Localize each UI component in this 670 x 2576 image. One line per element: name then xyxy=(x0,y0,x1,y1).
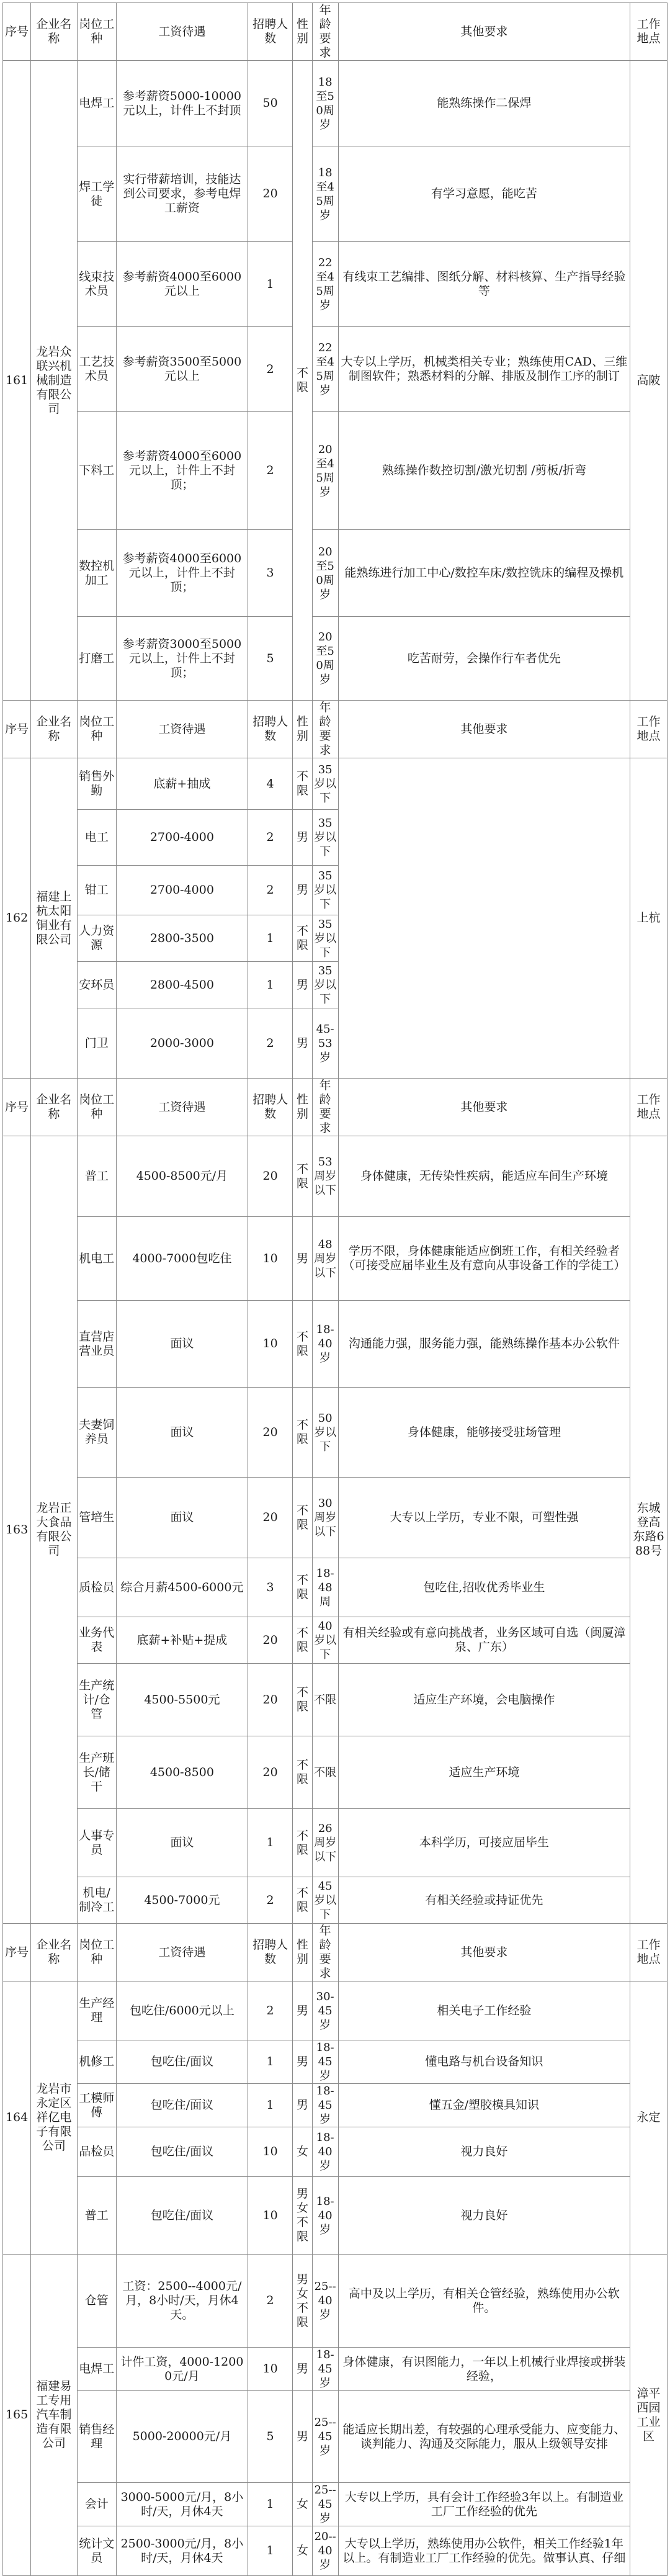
job-gender: 不限 xyxy=(293,1877,313,1924)
job-age: 18-40岁 xyxy=(312,2177,338,2255)
job-position: 下料工 xyxy=(77,412,116,530)
job-other-requirements: 适应生产环境 xyxy=(338,1736,630,1809)
job-position: 工艺技术员 xyxy=(77,327,116,412)
job-other-requirements: 能适应长期出差，有较强的心理承受能力、应变能力、谈判能力、沟通及交际能力，服从上级领导安排 xyxy=(338,2391,630,2483)
job-position: 电工 xyxy=(77,810,116,866)
job-headcount: 10 xyxy=(248,2127,292,2177)
job-position: 销售外勤 xyxy=(77,758,116,810)
job-age: 18-48周 xyxy=(312,1558,338,1617)
job-other-requirements: 懂五金/塑胶模具知识 xyxy=(338,2084,630,2127)
job-row xyxy=(3,617,668,701)
header-row xyxy=(3,3,668,61)
job-row xyxy=(3,2040,668,2084)
job-position: 会计 xyxy=(77,2483,116,2526)
job-salary: 参考薪资4000至6000元以上，计件上不封顶； xyxy=(116,530,248,617)
header-salary: 工资待遇 xyxy=(116,1924,248,1981)
job-headcount: 20 xyxy=(248,146,292,242)
job-other-requirements: 懂电路与机台设备知识 xyxy=(338,2040,630,2084)
job-headcount: 2 xyxy=(248,1008,292,1079)
job-other-requirements: 本科学历，可接应届毕生 xyxy=(338,1809,630,1877)
header-headcount: 招聘人数 xyxy=(248,701,292,758)
header-headcount: 招聘人数 xyxy=(248,1079,292,1136)
job-age: 40岁以下 xyxy=(312,1617,338,1664)
job-gender: 男女不限 xyxy=(293,2177,313,2255)
job-position: 管培生 xyxy=(77,1478,116,1558)
header-company: 企业名称 xyxy=(31,701,77,758)
job-age: 不限 xyxy=(312,1736,338,1809)
header-other: 其他要求 xyxy=(338,701,630,758)
job-headcount: 2 xyxy=(248,810,292,866)
job-position: 工模师傅 xyxy=(77,2084,116,2127)
job-row xyxy=(3,2348,668,2391)
job-position: 生产经理 xyxy=(77,1981,116,2040)
company-location: 永定 xyxy=(630,1981,668,2255)
job-age: 18至45周岁 xyxy=(312,146,338,242)
job-salary: 2500-3000元/月，8小时/天，月休4天 xyxy=(116,2526,248,2576)
job-row xyxy=(3,2526,668,2576)
job-position: 直营店营业员 xyxy=(77,1301,116,1388)
job-age: 18至50周岁 xyxy=(312,61,338,146)
job-row xyxy=(3,1664,668,1736)
job-other-requirements: 大专以上学历，具有会计工作经验3年以上。有制造业工厂工作经验的优先 xyxy=(338,2483,630,2526)
header-age: 年龄要求 xyxy=(312,3,338,61)
job-gender: 不限 xyxy=(293,1809,313,1877)
job-gender: 男 xyxy=(293,962,313,1008)
job-age: 18-45岁 xyxy=(312,2348,338,2391)
job-gender: 男 xyxy=(293,810,313,866)
job-gender: 男 xyxy=(293,2391,313,2483)
job-gender: 不限 xyxy=(293,1136,313,1217)
header-seq: 序号 xyxy=(3,1079,31,1136)
job-age: 35岁以下 xyxy=(312,866,338,915)
header-position: 岗位工种 xyxy=(77,3,116,61)
job-row xyxy=(3,2391,668,2483)
header-headcount: 招聘人数 xyxy=(248,1924,292,1981)
job-other-requirements: 有线束工艺编排、图纸分解、材料核算、生产指导经验等 xyxy=(338,242,630,327)
job-gender: 男 xyxy=(293,2084,313,2127)
job-age: 25--45岁 xyxy=(312,2483,338,2526)
job-position: 品检员 xyxy=(77,2127,116,2177)
header-row xyxy=(3,701,668,758)
job-row xyxy=(3,2483,668,2526)
company-location: 漳平西园工业区 xyxy=(630,2255,668,2576)
job-position: 线束技术员 xyxy=(77,242,116,327)
job-headcount: 10 xyxy=(248,2348,292,2391)
company-seq: 163 xyxy=(3,1136,31,1924)
job-gender: 女 xyxy=(293,2526,313,2576)
job-age: 35岁以下 xyxy=(312,758,338,810)
job-salary: 4500-8500 xyxy=(116,1736,248,1809)
job-age: 35岁以下 xyxy=(312,962,338,1008)
header-gender: 性别 xyxy=(293,1079,313,1136)
job-gender: 男 xyxy=(293,2348,313,2391)
job-gender: 不限 xyxy=(293,1736,313,1809)
job-position: 人力资源 xyxy=(77,915,116,962)
job-headcount: 1 xyxy=(248,915,292,962)
job-headcount: 20 xyxy=(248,1136,292,1217)
job-headcount: 20 xyxy=(248,1617,292,1664)
job-position: 电焊工 xyxy=(77,2348,116,2391)
job-row xyxy=(3,1981,668,2040)
job-age: 35岁以下 xyxy=(312,915,338,962)
job-gender: 男 xyxy=(293,866,313,915)
job-gender: 男女不限 xyxy=(293,2255,313,2348)
job-other-requirements: 熟练操作数控切割/激光切割 /剪板/折弯 xyxy=(338,412,630,530)
job-age: 45岁以下 xyxy=(312,1877,338,1924)
job-row xyxy=(3,1217,668,1301)
job-salary: 2800-4500 xyxy=(116,962,248,1008)
job-row xyxy=(3,242,668,327)
job-other-requirements: 视力良好 xyxy=(338,2127,630,2177)
job-row xyxy=(3,412,668,530)
job-position: 焊工学徒 xyxy=(77,146,116,242)
header-company: 企业名称 xyxy=(31,1079,77,1136)
job-position: 夫妻饲养员 xyxy=(77,1388,116,1478)
job-age: 22至45周岁 xyxy=(312,242,338,327)
job-other-requirements: 吃苦耐劳，会操作行车者优先 xyxy=(338,617,630,701)
job-headcount: 20 xyxy=(248,1478,292,1558)
job-gender: 不限 xyxy=(293,1664,313,1736)
job-headcount: 2 xyxy=(248,866,292,915)
job-gender: 女 xyxy=(293,2483,313,2526)
job-salary: 包吃住/面议 xyxy=(116,2040,248,2084)
job-other-requirements: 沟通能力强，服务能力强，能熟练操作基本办公软件 xyxy=(338,1301,630,1388)
job-other-requirements: 学历不限，身体健康能适应倒班工作，有相关经验者（可接受应届毕业生及有意向从事设备工作的学徒工） xyxy=(338,1217,630,1301)
company-location: 高陂 xyxy=(630,61,668,701)
job-age: 不限 xyxy=(312,1664,338,1736)
header-salary: 工资待遇 xyxy=(116,1079,248,1136)
company-seq: 165 xyxy=(3,2255,31,2576)
job-age: 35岁以下 xyxy=(312,810,338,866)
job-position: 人事专员 xyxy=(77,1809,116,1877)
job-headcount: 10 xyxy=(248,1217,292,1301)
job-other-requirements: 能熟练进行加工中心/数控车床/数控铣床的编程及操机 xyxy=(338,530,630,617)
job-position: 钳工 xyxy=(77,866,116,915)
job-age: 30-45岁 xyxy=(312,1981,338,2040)
job-row xyxy=(3,2127,668,2177)
job-headcount: 2 xyxy=(248,1981,292,2040)
job-other-requirements: 能熟练操作二保焊 xyxy=(338,61,630,146)
job-position: 仓管 xyxy=(77,2255,116,2348)
job-gender: 不限 xyxy=(293,1478,313,1558)
header-age: 年龄要求 xyxy=(312,1924,338,1981)
job-position: 普工 xyxy=(77,1136,116,1217)
job-other-requirements xyxy=(338,758,630,1079)
job-salary: 参考薪资3000至5000元以上，计件上不封顶； xyxy=(116,617,248,701)
header-other: 其他要求 xyxy=(338,3,630,61)
job-age: 20--40岁 xyxy=(312,2526,338,2576)
job-salary: 参考薪资3500至5000元以上 xyxy=(116,327,248,412)
job-age: 53周岁以下 xyxy=(312,1136,338,1217)
company-name: 龙岩正大食品有限公司 xyxy=(31,1136,77,1924)
job-gender: 不限 xyxy=(293,758,313,810)
job-row xyxy=(3,1136,668,1217)
job-salary: 3000-5000元/月，8小时/天，月休4天 xyxy=(116,2483,248,2526)
job-row xyxy=(3,1617,668,1664)
job-age: 20至50周岁 xyxy=(312,617,338,701)
job-age: 45-53岁 xyxy=(312,1008,338,1079)
job-position: 数控机加工 xyxy=(77,530,116,617)
job-other-requirements: 有相关经验或持证优先 xyxy=(338,1877,630,1924)
job-salary: 4000-7000包吃住 xyxy=(116,1217,248,1301)
job-other-requirements: 身体健康，无传染性疾病，能适应车间生产环境 xyxy=(338,1136,630,1217)
header-company: 企业名称 xyxy=(31,1924,77,1981)
company-seq: 161 xyxy=(3,61,31,701)
company-name: 龙岩市永定区祥亿电子有限公司 xyxy=(31,1981,77,2255)
job-age: 18-45岁 xyxy=(312,2084,338,2127)
job-gender: 不限 xyxy=(293,1301,313,1388)
company-seq: 164 xyxy=(3,1981,31,2255)
header-age: 年龄要求 xyxy=(312,701,338,758)
job-headcount: 2 xyxy=(248,1877,292,1924)
job-salary: 参考薪资4000至6000元以上 xyxy=(116,242,248,327)
job-age: 18-40岁 xyxy=(312,2127,338,2177)
header-gender: 性别 xyxy=(293,1924,313,1981)
job-gender: 男 xyxy=(293,1981,313,2040)
header-age: 年龄要求 xyxy=(312,1079,338,1136)
job-salary: 4500-8500元/月 xyxy=(116,1136,248,1217)
job-headcount: 10 xyxy=(248,1301,292,1388)
job-salary: 包吃住/面议 xyxy=(116,2127,248,2177)
job-other-requirements: 包吃住,招收优秀毕业生 xyxy=(338,1558,630,1617)
header-gender: 性别 xyxy=(293,3,313,61)
job-position: 电焊工 xyxy=(77,61,116,146)
job-other-requirements: 有相关经验或有意向挑战者，业务区域可自选（闽厦漳泉、广东） xyxy=(338,1617,630,1664)
job-position: 打磨工 xyxy=(77,617,116,701)
job-other-requirements: 相关电子工作经验 xyxy=(338,1981,630,2040)
company-location: 东城登高东路688号 xyxy=(630,1136,668,1924)
job-gender: 男 xyxy=(293,1217,313,1301)
header-headcount: 招聘人数 xyxy=(248,3,292,61)
job-gender: 不限 xyxy=(293,915,313,962)
header-other: 其他要求 xyxy=(338,1079,630,1136)
job-salary: 底薪+补贴+提成 xyxy=(116,1617,248,1664)
header-company: 企业名称 xyxy=(31,3,77,61)
job-salary: 包吃住/面议 xyxy=(116,2177,248,2255)
job-table xyxy=(2,2,668,2576)
job-headcount: 5 xyxy=(248,2391,292,2483)
company-name: 福建上杭太阳铜业有限公司 xyxy=(31,758,77,1079)
job-headcount: 20 xyxy=(248,1388,292,1478)
job-headcount: 5 xyxy=(248,617,292,701)
job-other-requirements: 大专以上学历，机械类相关专业；熟练使用CAD、三维制图软件；熟悉材料的分解、排版及制作工序的制订 xyxy=(338,327,630,412)
job-headcount: 1 xyxy=(248,2526,292,2576)
company-name: 龙岩众联兴机械制造有限公司 xyxy=(31,61,77,701)
job-salary: 工资：2500--4000元/月，8小时/天，月休4天。 xyxy=(116,2255,248,2348)
header-other: 其他要求 xyxy=(338,1924,630,1981)
job-salary: 计件工资，4000-12000元/月 xyxy=(116,2348,248,2391)
job-salary: 实行带薪培训，技能达到公司要求，参考电焊工薪资 xyxy=(116,146,248,242)
job-row xyxy=(3,2177,668,2255)
job-salary: 综合月薪4500-6000元 xyxy=(116,1558,248,1617)
job-gender: 不限 xyxy=(293,61,313,701)
job-age: 20至50周岁 xyxy=(312,530,338,617)
job-position: 业务代表 xyxy=(77,1617,116,1664)
job-gender: 不限 xyxy=(293,1558,313,1617)
job-position: 机修工 xyxy=(77,2040,116,2084)
job-headcount: 1 xyxy=(248,2084,292,2127)
company-name: 福建易工专用汽车制造有限公司 xyxy=(31,2255,77,2576)
job-age: 25--45岁 xyxy=(312,2391,338,2483)
header-gender: 性别 xyxy=(293,701,313,758)
job-age: 22至45周岁 xyxy=(312,327,338,412)
job-other-requirements: 适应生产环境，会电脑操作 xyxy=(338,1664,630,1736)
job-headcount: 10 xyxy=(248,2177,292,2255)
job-headcount: 1 xyxy=(248,1809,292,1877)
job-row xyxy=(3,1388,668,1478)
header-row xyxy=(3,1924,668,1981)
job-age: 26周岁以下 xyxy=(312,1809,338,1877)
job-position: 生产班长/储干 xyxy=(77,1736,116,1809)
job-headcount: 3 xyxy=(248,1558,292,1617)
job-position: 销售经理 xyxy=(77,2391,116,2483)
job-headcount: 1 xyxy=(248,2483,292,2526)
job-headcount: 1 xyxy=(248,242,292,327)
job-gender: 不限 xyxy=(293,1617,313,1664)
job-row xyxy=(3,61,668,146)
job-headcount: 1 xyxy=(248,2040,292,2084)
job-gender: 男 xyxy=(293,2040,313,2084)
job-salary: 包吃住/面议 xyxy=(116,2084,248,2127)
job-row xyxy=(3,1558,668,1617)
header-salary: 工资待遇 xyxy=(116,3,248,61)
job-row xyxy=(3,1736,668,1809)
job-salary: 2000-3000 xyxy=(116,1008,248,1079)
header-position: 岗位工种 xyxy=(77,1079,116,1136)
job-headcount: 2 xyxy=(248,327,292,412)
job-headcount: 3 xyxy=(248,530,292,617)
job-headcount: 1 xyxy=(248,962,292,1008)
job-position: 统计文员 xyxy=(77,2526,116,2576)
job-headcount: 4 xyxy=(248,758,292,810)
job-other-requirements: 大专以上学历，熟练使用办公软件，相关工作经验1年以上。有制造业工厂工作经验的优先。做事认真、仔细 xyxy=(338,2526,630,2576)
job-row xyxy=(3,1877,668,1924)
job-age: 20至45周岁 xyxy=(312,412,338,530)
job-other-requirements: 高中及以上学历，有相关仓管经验，熟练使用办公软件。 xyxy=(338,2255,630,2348)
job-salary: 面议 xyxy=(116,1478,248,1558)
job-other-requirements: 有学习意愿，能吃苦 xyxy=(338,146,630,242)
job-salary: 面议 xyxy=(116,1809,248,1877)
job-row xyxy=(3,530,668,617)
job-position: 质检员 xyxy=(77,1558,116,1617)
header-location: 工作地点 xyxy=(630,3,668,61)
job-salary: 2700-4000 xyxy=(116,866,248,915)
job-other-requirements: 身体健康，能够接受驻场管理 xyxy=(338,1388,630,1478)
company-seq: 162 xyxy=(3,758,31,1079)
job-headcount: 20 xyxy=(248,1736,292,1809)
header-seq: 序号 xyxy=(3,3,31,61)
job-salary: 2700-4000 xyxy=(116,810,248,866)
job-position: 安环员 xyxy=(77,962,116,1008)
header-salary: 工资待遇 xyxy=(116,701,248,758)
header-seq: 序号 xyxy=(3,701,31,758)
company-location: 上杭 xyxy=(630,758,668,1079)
job-row xyxy=(3,1478,668,1558)
job-row xyxy=(3,327,668,412)
job-row xyxy=(3,2084,668,2127)
job-headcount: 50 xyxy=(248,61,292,146)
job-position: 普工 xyxy=(77,2177,116,2255)
job-salary: 包吃住/6000元以上 xyxy=(116,1981,248,2040)
job-salary: 参考薪资5000-10000元以上，计件上不封顶 xyxy=(116,61,248,146)
job-salary: 4500-5500元 xyxy=(116,1664,248,1736)
job-row xyxy=(3,1809,668,1877)
job-salary: 底薪+抽成 xyxy=(116,758,248,810)
job-salary: 面议 xyxy=(116,1388,248,1478)
job-position: 门卫 xyxy=(77,1008,116,1079)
header-seq: 序号 xyxy=(3,1924,31,1981)
job-age: 30周岁以下 xyxy=(312,1478,338,1558)
header-location: 工作地点 xyxy=(630,1924,668,1981)
job-headcount: 20 xyxy=(248,1664,292,1736)
job-salary: 面议 xyxy=(116,1301,248,1388)
job-gender: 女 xyxy=(293,2127,313,2177)
job-row xyxy=(3,146,668,242)
job-age: 18-40岁 xyxy=(312,1301,338,1388)
job-gender: 不限 xyxy=(293,1388,313,1478)
header-position: 岗位工种 xyxy=(77,701,116,758)
job-salary: 参考薪资4000至6000元以上，计件上不封顶； xyxy=(116,412,248,530)
job-row xyxy=(3,1301,668,1388)
job-age: 48周岁以下 xyxy=(312,1217,338,1301)
job-age: 18-45岁 xyxy=(312,2040,338,2084)
header-location: 工作地点 xyxy=(630,1079,668,1136)
job-table-body xyxy=(3,3,668,2576)
job-other-requirements: 视力良好 xyxy=(338,2177,630,2255)
header-location: 工作地点 xyxy=(630,701,668,758)
job-row xyxy=(3,2255,668,2348)
job-salary: 5000-20000元/月 xyxy=(116,2391,248,2483)
job-gender: 男 xyxy=(293,1008,313,1079)
header-position: 岗位工种 xyxy=(77,1924,116,1981)
job-age: 25--40岁 xyxy=(312,2255,338,2348)
job-other-requirements: 身体健康，有识图能力，一年以上机械行业焊接或拼装经验， xyxy=(338,2348,630,2391)
job-salary: 2800-3500 xyxy=(116,915,248,962)
job-row xyxy=(3,758,668,810)
job-headcount: 2 xyxy=(248,2255,292,2348)
job-headcount: 2 xyxy=(248,412,292,530)
header-row xyxy=(3,1079,668,1136)
job-other-requirements: 大专以上学历，专业不限，可塑性强 xyxy=(338,1478,630,1558)
job-age: 50岁以下 xyxy=(312,1388,338,1478)
job-position: 机电工 xyxy=(77,1217,116,1301)
job-position: 机电/制冷工 xyxy=(77,1877,116,1924)
job-position: 生产统计/仓管 xyxy=(77,1664,116,1736)
job-salary: 4500-7000元 xyxy=(116,1877,248,1924)
